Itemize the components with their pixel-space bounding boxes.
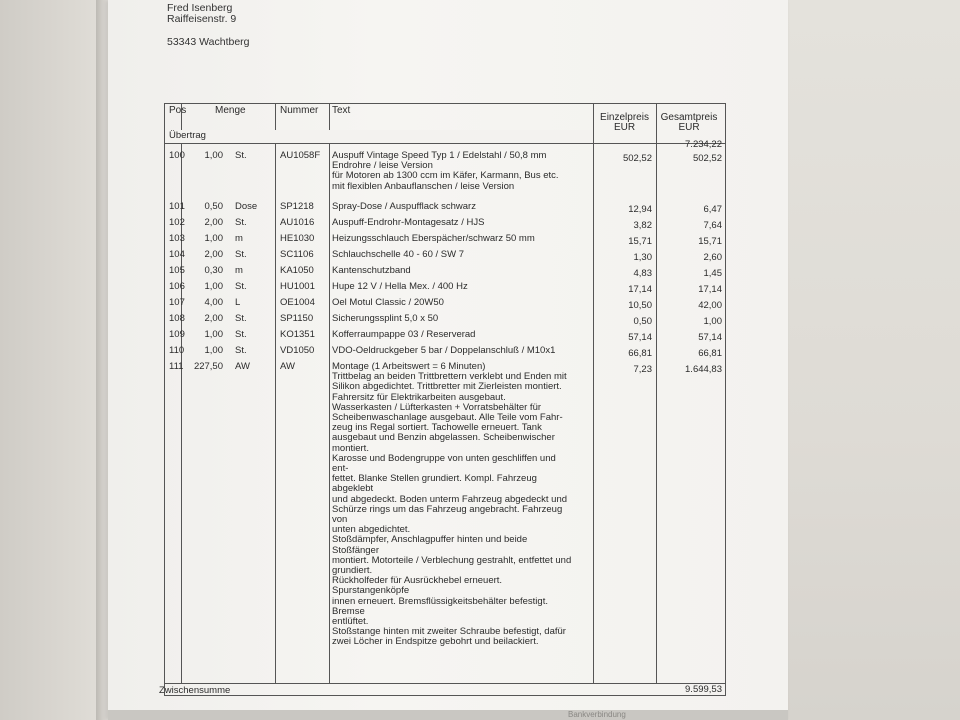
row-total-price: 2,60 bbox=[703, 252, 722, 263]
row-unit: AW bbox=[235, 361, 250, 372]
row-pos: 111 bbox=[169, 361, 184, 372]
col-divider bbox=[593, 104, 594, 683]
footer-bank-text: Bankverbindung bbox=[568, 710, 626, 719]
row-unit: St. bbox=[235, 345, 247, 356]
row-unit-price: 57,14 bbox=[628, 332, 652, 343]
row-total-price: 7,64 bbox=[703, 220, 722, 231]
row-description: Schlauchschelle 40 - 60 / SW 7 bbox=[332, 249, 465, 260]
row-total-price: 1.644,83 bbox=[685, 364, 722, 375]
row-description: Auspuff Vintage Speed Typ 1 / Edelstahl / 50,8 mm Endrohre / leise Version für Motoren ab 1300 ccm im Käfer, Karmann, Bus etc. mit flexiblen Anbauflanschen / leise Version bbox=[332, 150, 559, 192]
row-description: Sicherungssplint 5,0 x 50 bbox=[332, 313, 439, 324]
row-quantity: 1,00 bbox=[204, 281, 223, 292]
row-unit: St. bbox=[235, 329, 247, 340]
row-unit: St. bbox=[235, 313, 247, 324]
row-unit: St. bbox=[235, 249, 247, 260]
header-menge: Menge bbox=[215, 105, 246, 116]
row-quantity: 1,00 bbox=[204, 345, 223, 356]
row-unit-price: 0,50 bbox=[633, 316, 652, 327]
uebertrag-value: 7.234,22 bbox=[685, 139, 722, 150]
row-description: VDO-Oeldruckgeber 5 bar / Doppelanschluß / M10x1 bbox=[332, 345, 556, 356]
uebertrag-mask bbox=[165, 130, 593, 143]
recipient-street: Raiffeisenstr. 9 bbox=[167, 13, 237, 25]
row-quantity: 1,00 bbox=[204, 329, 223, 340]
row-unit: L bbox=[235, 297, 241, 308]
row-unit-price: 17,14 bbox=[628, 284, 652, 295]
row-quantity: 0,50 bbox=[204, 201, 223, 212]
row-pos: 102 bbox=[169, 217, 185, 228]
row-quantity: 4,00 bbox=[204, 297, 223, 308]
recipient-name: Fred Isenberg bbox=[167, 2, 233, 14]
header-gesamtpreis: Gesamtpreis bbox=[660, 112, 718, 123]
row-unit: St. bbox=[235, 150, 247, 161]
header-rule bbox=[165, 143, 725, 144]
row-description: Montage (1 Arbeitswert = 6 Minuten) Trittbelag an beiden Trittbrettern verklebt und Enden mit Silikon abgedichtet. Trittbretter mit Zierleisten montiert. Fahrersitz für Elektrikarbeiten ausgebaut. Wasserkasten / Lüfterkasten + Vorratsbehälter für Scheibenwaschanlage ausgebaut. Alle Teile vom Fahr- zeug ins Regal sortiert. Tachowelle erneuert. Tank ausgebaut und Benzin abgelassen. Scheibenwischer montiert. Karosse und Bodengruppe von unten geschliffen und ent- fettet. Blanke Stellen grundiert. Kompl. Fahrzeug abgeklebt und abgedeckt. Boden unterm Fahrzeug abgedeckt und Schürze rings um das Fahrzeug angebracht. Fahrzeug von unten abgedichtet. Stoßdämpfer, Anschlagpuffer hinten und beide Stoßfänger montiert. Motorteile / Verblechung gestrahlt, entfettet und grundiert. Rückholfeder für Ausrückhebel erneuert. Spurstangenköpfe innen erneuert. Bremsflüssigkeitsbehälter befestigt. Bremse entlüftet. Stoßstange hinten mit zweiter Schraube befestigt, dafür zwei Löcher in Endspitze gebohrt und beilackiert. bbox=[332, 361, 572, 648]
row-unit: St. bbox=[235, 281, 247, 292]
row-total-price: 15,71 bbox=[698, 236, 722, 247]
row-article-number: HU1001 bbox=[280, 281, 315, 292]
row-quantity: 1,00 bbox=[204, 233, 223, 244]
row-total-price: 1,45 bbox=[703, 268, 722, 279]
header-nummer: Nummer bbox=[280, 105, 319, 116]
row-unit-price: 1,30 bbox=[633, 252, 652, 263]
row-unit-price: 4,83 bbox=[633, 268, 652, 279]
header-gesamtpreis-currency: EUR bbox=[678, 122, 700, 133]
row-unit: m bbox=[235, 233, 243, 244]
row-pos: 106 bbox=[169, 281, 185, 292]
invoice-table bbox=[159, 103, 726, 696]
header-einzelpreis: Einzelpreis bbox=[600, 112, 649, 123]
row-unit-price: 12,94 bbox=[628, 204, 652, 215]
row-article-number: KA1050 bbox=[280, 265, 314, 276]
header-pos: Pos bbox=[169, 105, 187, 116]
row-article-number: VD1050 bbox=[280, 345, 315, 356]
row-article-number: OE1004 bbox=[280, 297, 315, 308]
row-total-price: 66,81 bbox=[698, 348, 722, 359]
row-quantity: 2,00 bbox=[204, 249, 223, 260]
row-description: Hupe 12 V / Hella Mex. / 400 Hz bbox=[332, 281, 468, 292]
row-total-price: 1,00 bbox=[703, 316, 722, 327]
row-total-price: 42,00 bbox=[698, 300, 722, 311]
row-quantity: 2,00 bbox=[204, 217, 223, 228]
row-description: Oel Motul Classic / 20W50 bbox=[332, 297, 444, 308]
row-article-number: KO1351 bbox=[280, 329, 315, 340]
row-unit-price: 502,52 bbox=[622, 153, 652, 164]
row-quantity: 227,50 bbox=[193, 361, 223, 372]
row-description: Heizungsschlauch Eberspächer/schwarz 50 mm bbox=[332, 233, 535, 244]
row-total-price: 57,14 bbox=[698, 332, 722, 343]
row-article-number: AW bbox=[280, 361, 295, 372]
row-total-price: 502,52 bbox=[692, 153, 722, 164]
header-einzelpreis-currency: EUR bbox=[613, 122, 636, 133]
recipient-city: 53343 Wachtberg bbox=[167, 36, 250, 48]
col-divider bbox=[329, 104, 330, 683]
header-text: Text bbox=[332, 105, 351, 116]
row-article-number: AU1058F bbox=[280, 150, 321, 161]
row-unit: St. bbox=[235, 217, 247, 228]
row-pos: 109 bbox=[169, 329, 185, 340]
row-description: Spray-Dose / Auspufflack schwarz bbox=[332, 201, 476, 212]
row-pos: 104 bbox=[169, 249, 185, 260]
row-unit: m bbox=[235, 265, 243, 276]
row-description: Kofferraumpappe 03 / Reserverad bbox=[332, 329, 476, 340]
row-total-price: 6,47 bbox=[703, 204, 722, 215]
row-unit-price: 7,23 bbox=[633, 364, 652, 375]
zwischensumme-label: Zwischensumme bbox=[159, 685, 231, 696]
col-divider bbox=[181, 104, 182, 683]
row-quantity: 0,30 bbox=[204, 265, 223, 276]
row-article-number: SC1106 bbox=[280, 249, 314, 260]
background-surface bbox=[788, 0, 960, 720]
row-quantity: 1,00 bbox=[204, 150, 223, 161]
row-pos: 100 bbox=[169, 150, 185, 161]
row-unit-price: 10,50 bbox=[628, 300, 652, 311]
row-article-number: SP1218 bbox=[280, 201, 314, 212]
row-pos: 103 bbox=[169, 233, 185, 244]
zwischensumme-value: 9.599,53 bbox=[685, 684, 722, 695]
row-article-number: SP1150 bbox=[280, 313, 314, 324]
background-page-edge bbox=[96, 0, 108, 720]
row-unit-price: 66,81 bbox=[628, 348, 652, 359]
row-quantity: 2,00 bbox=[204, 313, 223, 324]
row-article-number: HE1030 bbox=[280, 233, 315, 244]
row-unit-price: 3,82 bbox=[633, 220, 652, 231]
row-unit: Dose bbox=[235, 201, 258, 212]
row-pos: 110 bbox=[169, 345, 185, 356]
row-pos: 108 bbox=[169, 313, 185, 324]
col-divider bbox=[275, 104, 276, 683]
row-total-price: 17,14 bbox=[698, 284, 722, 295]
row-description: Kantenschutzband bbox=[332, 265, 411, 276]
row-article-number: AU1016 bbox=[280, 217, 315, 228]
row-pos: 101 bbox=[169, 201, 185, 212]
col-divider bbox=[656, 104, 657, 683]
row-unit-price: 15,71 bbox=[628, 236, 652, 247]
row-pos: 107 bbox=[169, 297, 185, 308]
subtotal-rule bbox=[165, 683, 725, 684]
footer-strip bbox=[108, 710, 788, 720]
row-description: Auspuff-Endrohr-Montagesatz / HJS bbox=[332, 217, 485, 228]
uebertrag-label: Übertrag bbox=[169, 130, 206, 141]
row-pos: 105 bbox=[169, 265, 185, 276]
